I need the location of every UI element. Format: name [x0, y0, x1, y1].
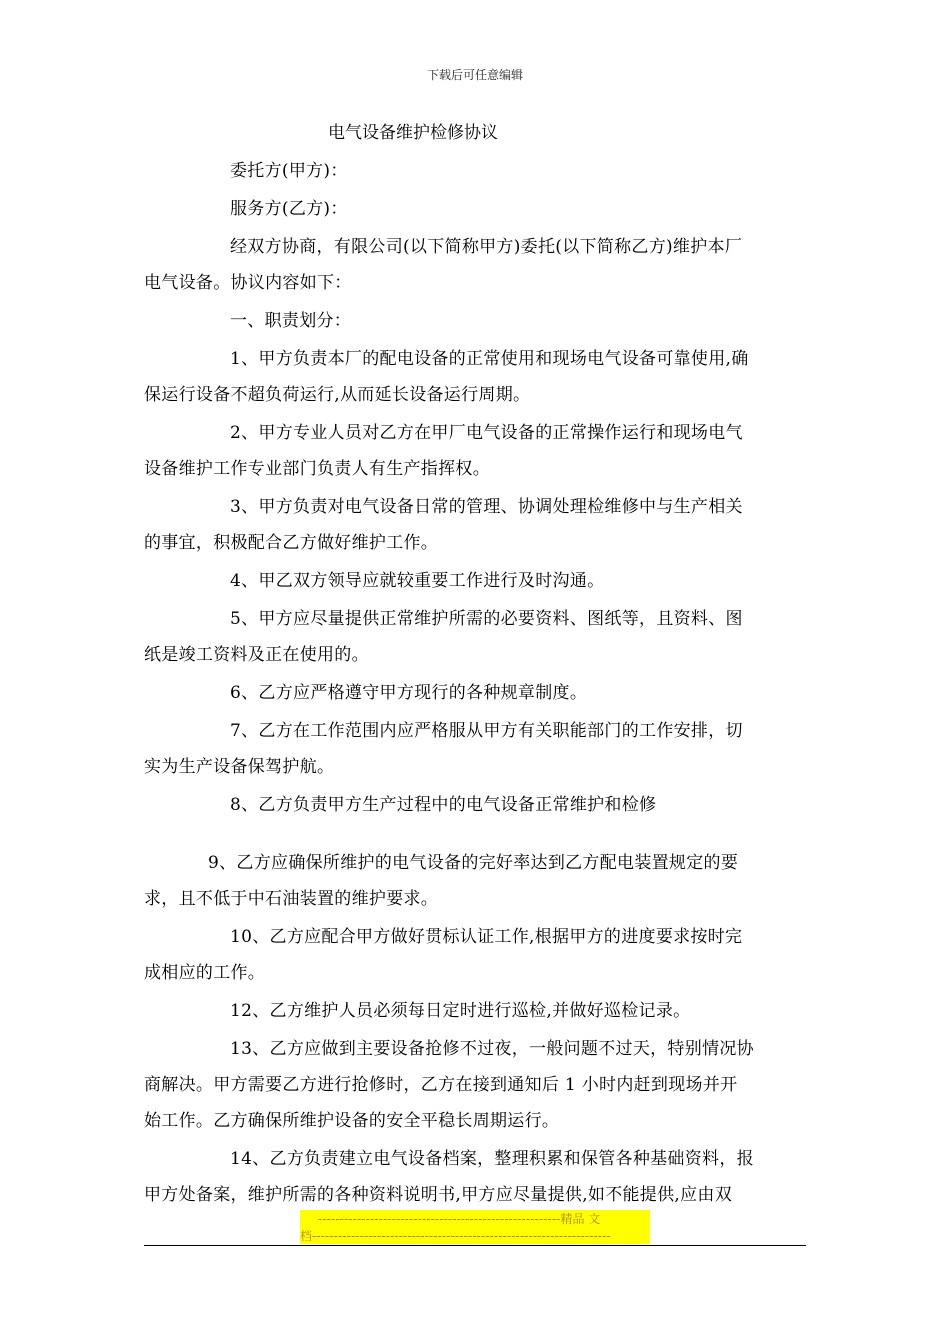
paragraph-line: 实为生产设备保驾护航。 — [144, 757, 335, 777]
paragraph-line: 的事宜，积极配合乙方做好维护工作。 — [144, 533, 439, 553]
section-heading: 一、职责划分： — [230, 311, 352, 331]
paragraph-line: 求，且不低于中石油装置的维护要求。 — [144, 889, 439, 909]
paragraph-line: 经双方协商，有限公司(以下简称甲方)委托(以下简称乙方)维护本厂 — [230, 237, 743, 257]
paragraph-line: 商解决。甲方需要乙方进行抢修时，乙方在接到通知后 1 小时内赶到现场并开 — [144, 1075, 738, 1095]
paragraph-line: 2、甲方专业人员对乙方在甲厂电气设备的正常操作运行和现场电气 — [230, 423, 743, 443]
header-note: 下载后可任意编辑 — [426, 68, 523, 82]
paragraph-line: 14、乙方负责建立电气设备档案，整理积累和保管各种基础资料，报 — [230, 1149, 754, 1169]
paragraph-line: 8、乙方负责甲方生产过程中的电气设备正常维护和检修 — [230, 795, 657, 815]
paragraph-line: 设备维护工作专业部门负责人有生产指挥权。 — [144, 459, 490, 479]
paragraph-line: 6、乙方应严格遵守甲方现行的各种规章制度。 — [230, 683, 588, 703]
paragraph-line: 3、甲方负责对电气设备日常的管理、协调处理检维修中与生产相关 — [230, 497, 743, 517]
paragraph-line: 1、甲方负责本厂的配电设备的正常使用和现场电气设备可靠使用,确 — [230, 349, 749, 369]
paragraph-line: 成相应的工作。 — [144, 963, 266, 983]
footer-watermark-line2: 档--------------------------------------------------------------------- — [300, 1229, 611, 1243]
paragraph-line: 10、乙方应配合甲方做好贯标认证工作,根据甲方的进度要求按时完 — [230, 927, 743, 947]
paragraph-line: 12、乙方维护人员必须每日定时进行巡检,并做好巡检记录。 — [230, 1001, 691, 1021]
paragraph-line: 4、甲乙双方领导应就较重要工作进行及时沟通。 — [230, 571, 605, 591]
paragraph-line: 9、乙方应确保所维护的电气设备的完好率达到乙方配电装置规定的要 — [208, 853, 739, 873]
paragraph-line: 甲方处备案，维护所需的各种资料说明书,甲方应尽量提供,如不能提供,应由双 — [144, 1185, 733, 1205]
party-b-line: 服务方(乙方)： — [230, 199, 348, 219]
paragraph-line: 始工作。乙方确保所维护设备的安全平稳长周期运行。 — [144, 1111, 560, 1131]
footer-watermark-line1: --------------------------------------------------------精品 文 — [318, 1212, 601, 1226]
paragraph-line: 纸是竣工资料及正在使用的。 — [144, 645, 369, 665]
paragraph-line: 保运行设备不超负荷运行,从而延长设备运行周期。 — [144, 385, 531, 405]
paragraph-line: 13、乙方应做到主要设备抢修不过夜，一般问题不过天，特别情况协 — [230, 1039, 754, 1059]
paragraph-line: 5、甲方应尽量提供正常维护所需的必要资料、图纸等，且资料、图 — [230, 609, 743, 629]
footer-rule — [144, 1245, 806, 1246]
document-title: 电气设备维护检修协议 — [328, 123, 498, 143]
paragraph-line: 电气设备。协议内容如下： — [144, 273, 352, 293]
party-a-line: 委托方(甲方)： — [230, 161, 348, 181]
paragraph-line: 7、乙方在工作范围内应严格服从甲方有关职能部门的工作安排，切 — [230, 721, 743, 741]
